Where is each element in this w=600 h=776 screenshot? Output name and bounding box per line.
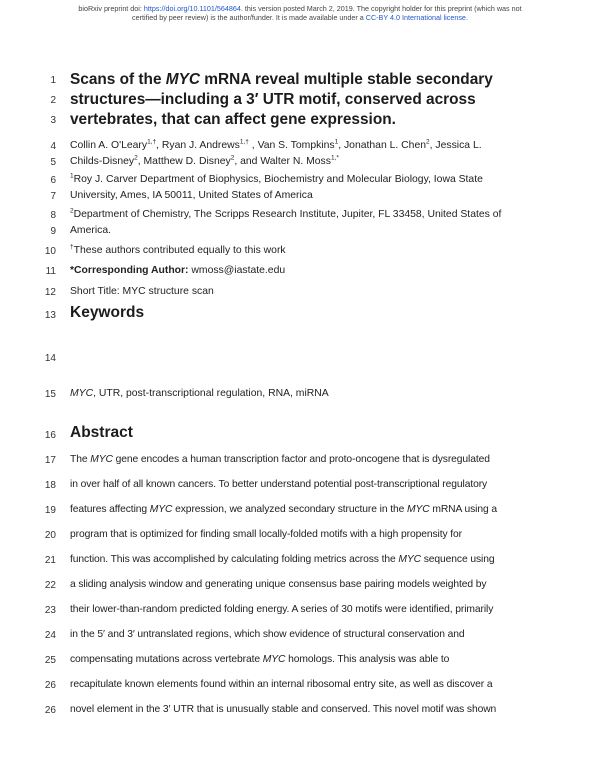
line-number: 10: [44, 246, 56, 257]
affiliation-1-line-2: University, Ames, IA 50011, United States of America: [70, 190, 313, 201]
paper-title-line-2: structures—including a 3′ UTR motif, conserved across: [70, 91, 476, 108]
line-number: 14: [44, 353, 56, 364]
line-number: 3: [50, 115, 56, 126]
abstract-line: program that is optimized for finding small locally-folded motifs with a high propensity for: [70, 529, 462, 540]
corresponding-author: *Corresponding Author: wmoss@iastate.edu: [70, 265, 286, 276]
abstract-line: in the 5′ and 3′ untranslated regions, which show evidence of structural conservation and: [70, 629, 465, 640]
line-number: 5: [50, 157, 56, 168]
line-number: 7: [50, 191, 56, 202]
abstract-line: in over half of all known cancers. To better understand potential post-transcriptional regulatory: [70, 479, 488, 490]
abstract-line: their lower-than-random predicted folding energy. A series of 30 motifs were identified, primarily: [70, 604, 494, 615]
keywords-list: MYC, UTR, post-transcriptional regulation, RNA, miRNA: [70, 388, 329, 399]
keywords-heading: Keywords: [70, 304, 145, 321]
line-number: 1: [50, 75, 56, 86]
author-list-line-2: Childs-Disney$^2$, Matthew D. Disney$^2$, and Walter N. Moss$^{1,*}$: [70, 154, 339, 167]
line-number: 11: [45, 266, 56, 277]
line-number: 15: [44, 389, 56, 400]
abstract-line: The MYC gene encodes a human transcription factor and proto-oncogene that is dysregulated: [70, 454, 490, 465]
line-number: 8: [50, 210, 56, 221]
abstract-line: recapitulate known elements found within an internal ribosomal entry site, as well as discover a: [70, 679, 493, 690]
preprint-notice: [0, 4, 600, 22]
paper-title-line-1: Scans of the MYC mRNA reveal multiple stable secondary: [70, 71, 493, 88]
line-number: 25: [44, 655, 56, 666]
affiliation-2-line-1: $^2$Department of Chemistry, The Scripps Research Institute, Jupiter, FL 33458, United States of: [70, 207, 502, 220]
line-number: 22: [44, 580, 56, 591]
abstract-heading: Abstract: [70, 424, 133, 441]
line-number: 21: [44, 555, 56, 566]
line-number: 17: [44, 455, 56, 466]
affiliation-2-line-2: America.: [70, 225, 111, 236]
line-number: 6: [50, 175, 56, 186]
line-number: 26: [44, 705, 56, 716]
abstract-line: function. This was accomplished by calculating folding metrics across the MYC sequence using: [70, 554, 495, 565]
line-number: 18: [44, 480, 56, 491]
license-link[interactable]: CC-BY 4.0 International license: [365, 13, 466, 22]
preprint-notice-line-2: certified by peer review) is the author/funder. It is made available under a CC-BY 4.0 International license.: [132, 13, 468, 22]
abstract-line: a sliding analysis window and generating unique consensus base pairing models weighted by: [70, 579, 487, 590]
line-number: 12: [44, 287, 56, 298]
line-number: 23: [44, 605, 56, 616]
abstract-line: features affecting MYC expression, we analyzed secondary structure in the MYC mRNA using a: [70, 504, 497, 515]
author-list-line-1: Collin A. O'Leary$^{1,\dagger}$, Ryan J. Andrews$^{1,\dagger}$ , Van S. Tompkins$^1$, Jonathan L. Chen$^2$, Jessica L.: [70, 138, 482, 151]
line-number: 2: [50, 95, 56, 106]
doi-link[interactable]: https://doi.org/10.1101/564864: [143, 4, 241, 13]
equal-contribution-note: †These authors contributed equally to this work: [70, 243, 286, 256]
line-number: 4: [50, 141, 56, 152]
line-number: 16: [44, 430, 56, 441]
corresponding-email: wmoss@iastate.edu: [188, 265, 286, 276]
line-number: 19: [44, 505, 56, 516]
line-number: 20: [44, 530, 56, 541]
abstract-line: compensating mutations across vertebrate MYC homologs. This analysis was able to: [70, 654, 450, 665]
abstract-line: novel element in the 3′ UTR that is unusually stable and conserved. This novel motif was shown: [70, 704, 497, 715]
affiliation-1-line-1: $^1$Roy J. Carver Department of Biophysics, Biochemistry and Molecular Biology, Iowa State: [70, 172, 483, 185]
line-number: 26: [44, 680, 56, 691]
preprint-notice-line-1: bioRxiv preprint doi: https://doi.org/10.1101/564864. this version posted March 2, 2019. The copyright holder for this preprint (which was not: [78, 4, 522, 13]
line-number: 13: [44, 310, 56, 321]
line-number: 24: [44, 630, 56, 641]
paper-title-line-3: vertebrates, that can affect gene expression.: [70, 111, 396, 128]
line-number: 9: [50, 226, 56, 237]
short-title: Short Title: MYC structure scan: [70, 286, 214, 297]
